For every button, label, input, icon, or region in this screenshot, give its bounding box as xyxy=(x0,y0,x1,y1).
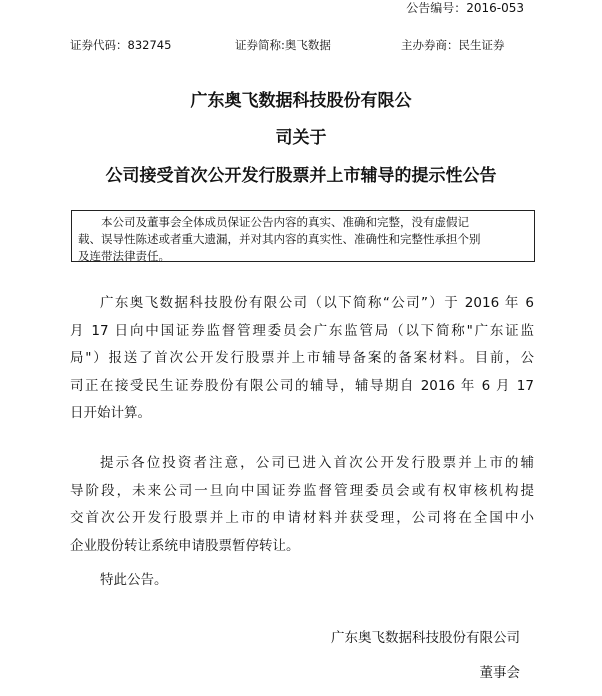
stock-code: 证券代码：832745 xyxy=(70,38,172,52)
announcement-number: 公告编号：2016-053 xyxy=(406,1,524,15)
notice-box xyxy=(71,210,535,262)
stock-abbreviation: 证券简称:奥飞数据 xyxy=(235,38,331,52)
paragraph-line: 司正在接受民生证券股份有限公司的辅导，辅导期自 2016 年 6 月 17 xyxy=(70,377,534,394)
paragraph-line: 特此公告。 xyxy=(100,572,168,588)
paragraph-line: 日开始计算。 xyxy=(70,405,151,421)
paragraph-2 xyxy=(70,450,534,560)
signature-company: 广东奥飞数据科技股份有限公司 xyxy=(331,630,520,646)
signature-board: 董事会 xyxy=(479,665,520,681)
sponsor-broker: 主办券商：民生证券 xyxy=(401,38,505,52)
paragraph-3 xyxy=(70,567,534,595)
notice-line: 及连带法律责任。 xyxy=(78,249,170,263)
paragraph-line: 导阶段，未来公司一旦向中国证券监督管理委员会或有权审核机构提 xyxy=(70,482,534,499)
notice-line: 本公司及董事会全体成员保证公告内容的真实、准确和完整，没有虚假记 xyxy=(101,215,469,229)
title-line-3: 公司接受首次公开发行股票并上市辅导的提示性公告 xyxy=(105,166,497,186)
notice-line: 载、误导性陈述或者重大遗漏，并对其内容的真实性、准确性和完整性承担个别 xyxy=(78,232,481,246)
paragraph-line: 广东奥飞数据科技股份有限公司（以下简称“公司”）于 2016 年 6 xyxy=(100,295,534,311)
title-line-1: 广东奥飞数据科技股份有限公 xyxy=(190,91,412,111)
title-line-2: 司关于 xyxy=(275,128,327,148)
paragraph-line: 局"）报送了首次公开发行股票并上市辅导备案的备案材料。目前，公 xyxy=(70,350,534,366)
paragraph-line: 提示各位投资者注意，公司已进入首次公开发行股票并上市的辅 xyxy=(100,455,534,471)
paragraph-line: 企业股份转让系统申请股票暂停转让。 xyxy=(70,537,300,554)
paragraph-line: 月 17 日向中国证券监督管理委员会广东监管局（以下简称"广东证监 xyxy=(70,322,534,339)
paragraph-line: 交首次公开发行股票并上市的申请材料并获受理，公司将在全国中小 xyxy=(70,510,534,526)
paragraph-1 xyxy=(70,290,534,428)
